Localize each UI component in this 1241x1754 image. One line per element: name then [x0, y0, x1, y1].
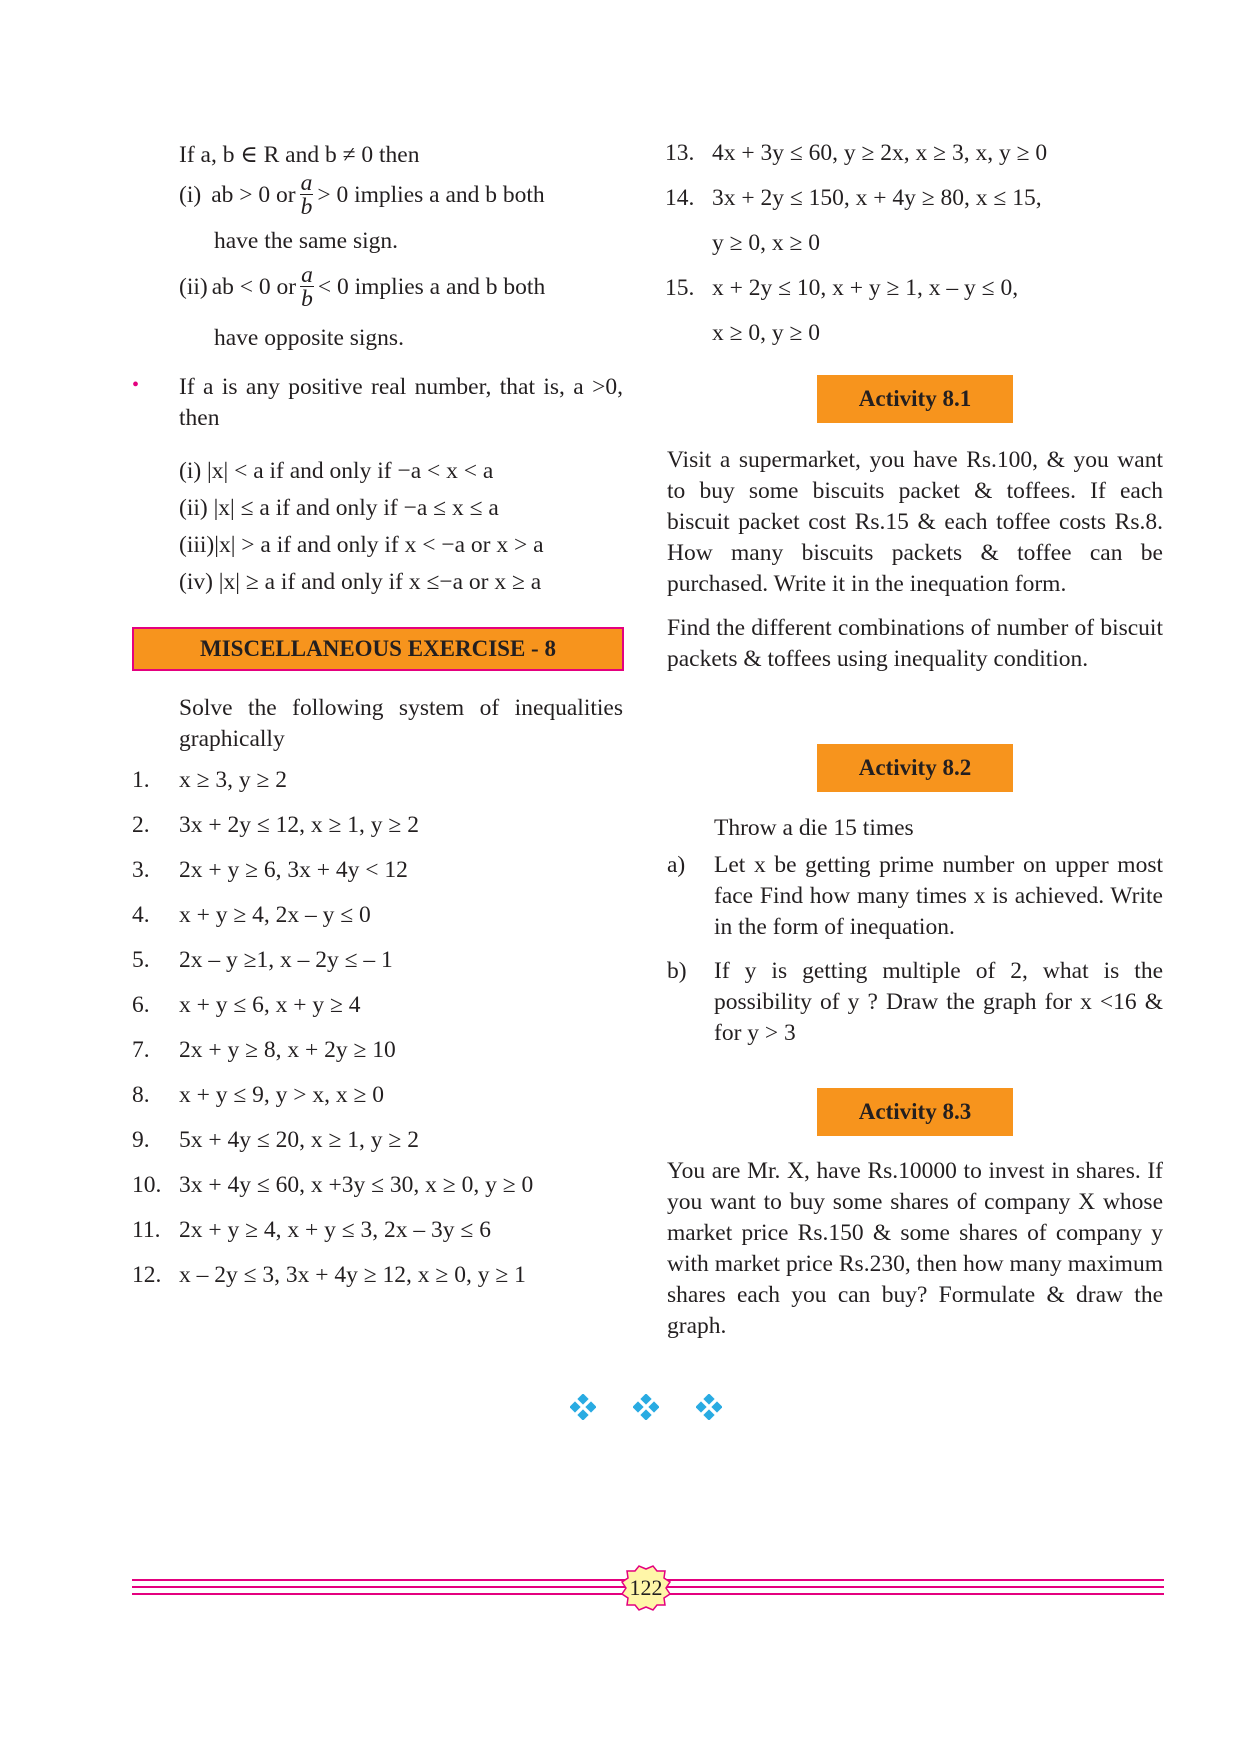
exercise-item: [665, 140, 1165, 185]
exercise-item: [132, 1262, 632, 1307]
page-number: 122: [629, 1575, 663, 1600]
exercise-item: [132, 1217, 632, 1262]
fraction-denominator: b: [301, 286, 313, 312]
diamond-ornament-icon: [570, 1394, 596, 1420]
exercise-text: x ≥ 0, y ≥ 0: [712, 320, 821, 346]
exercise-number: 1.: [132, 767, 150, 793]
fraction-numerator: a: [300, 170, 313, 196]
activity-8-2-heading: Activity 8.2: [817, 744, 1013, 792]
exercise-number: 4.: [132, 902, 150, 928]
intro-text: If a, b ∈ R and b ≠ 0 then: [179, 142, 420, 168]
fraction-a-over-b: [300, 172, 314, 219]
exercise-item: [132, 767, 632, 812]
activity-8-1-paragraph: Visit a supermarket, you have Rs.100, & you want to buy some biscuits packet & toffees. If each biscuit packet cost Rs.15 & each toffee costs Rs.8. How many biscuits packets & toffee can be purchased. Write it in the inequation form.: [667, 447, 1163, 597]
property-i-label: (i): [179, 182, 202, 208]
exercise-item: [132, 1172, 632, 1217]
fraction-denominator: b: [300, 194, 313, 220]
exercise-item: [665, 275, 1165, 320]
exercise-number: 11.: [132, 1217, 161, 1243]
exercise-text: 3x + 2y ≤ 12, x ≥ 1, y ≥ 2: [179, 812, 419, 838]
exercise-item: [132, 857, 632, 902]
item-a-label: a): [667, 852, 686, 878]
exercise-text: x ≥ 3, y ≥ 2: [179, 767, 288, 793]
exercise-number: 8.: [132, 1082, 150, 1108]
exercise-number: 2.: [132, 812, 150, 838]
exercise-text: x + 2y ≤ 10, x + y ≥ 1, x – y ≤ 0,: [712, 275, 1019, 301]
exercise-number: 3.: [132, 857, 150, 883]
property-i-post: > 0 implies a and b both: [317, 182, 545, 208]
abs-rule: (iii)|x| > a if and only if x < −a or x > a: [179, 532, 544, 558]
property-i: [179, 172, 545, 219]
property-i-continuation: have the same sign.: [214, 228, 399, 254]
exercise-text: 3x + 4y ≤ 60, x +3y ≤ 30, x ≥ 0, y ≥ 0: [179, 1172, 534, 1198]
exercise-item: [132, 1082, 632, 1127]
exercise-item-continuation: [665, 320, 1165, 365]
activity-8-3-heading: Activity 8.3: [817, 1088, 1013, 1136]
item-b-text: If y is getting multiple of 2, what is the possibility of y ? Draw the graph for x <16 & for y > 3: [714, 958, 1163, 1046]
exercise-number: 9.: [132, 1127, 150, 1153]
exercise-item: [132, 947, 632, 992]
exercise-number: 6.: [132, 992, 150, 1018]
item-b-label: b): [667, 958, 687, 984]
property-ii: [179, 264, 545, 311]
exercise-item: [132, 992, 632, 1037]
bullet-text: If a is any positive real number, that is, a >0, then: [179, 374, 623, 431]
item-a-text: Let x be getting prime number on upper most face Find how many times x is achieved. Write in the form of inequation.: [714, 852, 1163, 940]
exercise-text: 5x + 4y ≤ 20, x ≥ 1, y ≥ 2: [179, 1127, 419, 1153]
exercise-number: 13.: [665, 140, 695, 166]
property-ii-pre: ab < 0 or: [211, 274, 297, 300]
property-ii-label: (ii): [179, 274, 208, 300]
exercise-item: [132, 902, 632, 947]
exercise-text: x + y ≥ 4, 2x – y ≤ 0: [179, 902, 371, 928]
abs-rule: (i) |x| < a if and only if −a < x < a: [179, 458, 494, 484]
exercise-text: x – 2y ≤ 3, 3x + 4y ≥ 12, x ≥ 0, y ≥ 1: [179, 1262, 526, 1288]
exercise-list-right: [665, 140, 1165, 365]
exercise-text: x + y ≤ 6, x + y ≥ 4: [179, 992, 361, 1018]
property-ii-continuation: have opposite signs.: [214, 325, 404, 351]
exercise-item: [132, 812, 632, 857]
abs-rules-list: [179, 453, 544, 601]
abs-rule: (iv) |x| ≥ a if and only if x ≤−a or x ≥ a: [179, 569, 542, 595]
exercise-text: 3x + 2y ≤ 150, x + 4y ≥ 80, x ≤ 15,: [712, 185, 1042, 211]
instructions-text: Solve the following system of inequalities graphically: [179, 695, 623, 752]
exercise-item-continuation: [665, 230, 1165, 275]
exercise-text: 4x + 3y ≤ 60, y ≥ 2x, x ≥ 3, x, y ≥ 0: [712, 140, 1048, 166]
exercise-text: 2x + y ≥ 4, x + y ≤ 3, 2x – 3y ≤ 6: [179, 1217, 491, 1243]
exercise-number: 15.: [665, 275, 695, 301]
activity-8-3-paragraph: You are Mr. X, have Rs.10000 to invest in shares. If you want to buy some shares of company X whose market price Rs.150 & some shares of company y with market price Rs.230, then how many maximum shares each you can buy? Formulate & draw the graph.: [667, 1158, 1163, 1339]
exercise-item: [132, 1127, 632, 1172]
exercise-text: x + y ≤ 9, y > x, x ≥ 0: [179, 1082, 385, 1108]
exercise-number: 12.: [132, 1262, 162, 1288]
exercise-text: 2x + y ≥ 8, x + 2y ≥ 10: [179, 1037, 396, 1063]
activity-8-1-heading: Activity 8.1: [817, 375, 1013, 423]
exercise-text: y ≥ 0, x ≥ 0: [712, 230, 821, 256]
exercise-text: 2x + y ≥ 6, 3x + 4y < 12: [179, 857, 408, 883]
exercise-text: 2x – y ≥1, x – 2y ≤ – 1: [179, 947, 393, 973]
abs-rule: (ii) |x| ≤ a if and only if −a ≤ x ≤ a: [179, 495, 499, 521]
fraction-numerator: a: [301, 262, 313, 288]
exercise-item: [132, 1037, 632, 1082]
fraction-a-over-b: [300, 264, 314, 311]
exercise-list-left: [132, 767, 632, 1307]
exercise-number: 10.: [132, 1172, 162, 1198]
bullet-icon: •: [132, 374, 140, 396]
diamond-ornament-icon: [633, 1394, 659, 1420]
diamond-ornament-icon: [696, 1394, 722, 1420]
misc-exercise-heading: MISCELLANEOUS EXERCISE - 8: [132, 627, 624, 671]
exercise-item: [665, 185, 1165, 230]
property-ii-post: < 0 implies a and b both: [317, 274, 546, 300]
exercise-number: 5.: [132, 947, 150, 973]
exercise-number: 14.: [665, 185, 695, 211]
exercise-number: 7.: [132, 1037, 150, 1063]
activity-8-2-intro: Throw a die 15 times: [714, 815, 914, 841]
property-i-pre: ab > 0 or: [211, 182, 296, 208]
activity-8-1-paragraph: Find the different combinations of number of biscuit packets & toffees using inequality condition.: [667, 615, 1163, 672]
